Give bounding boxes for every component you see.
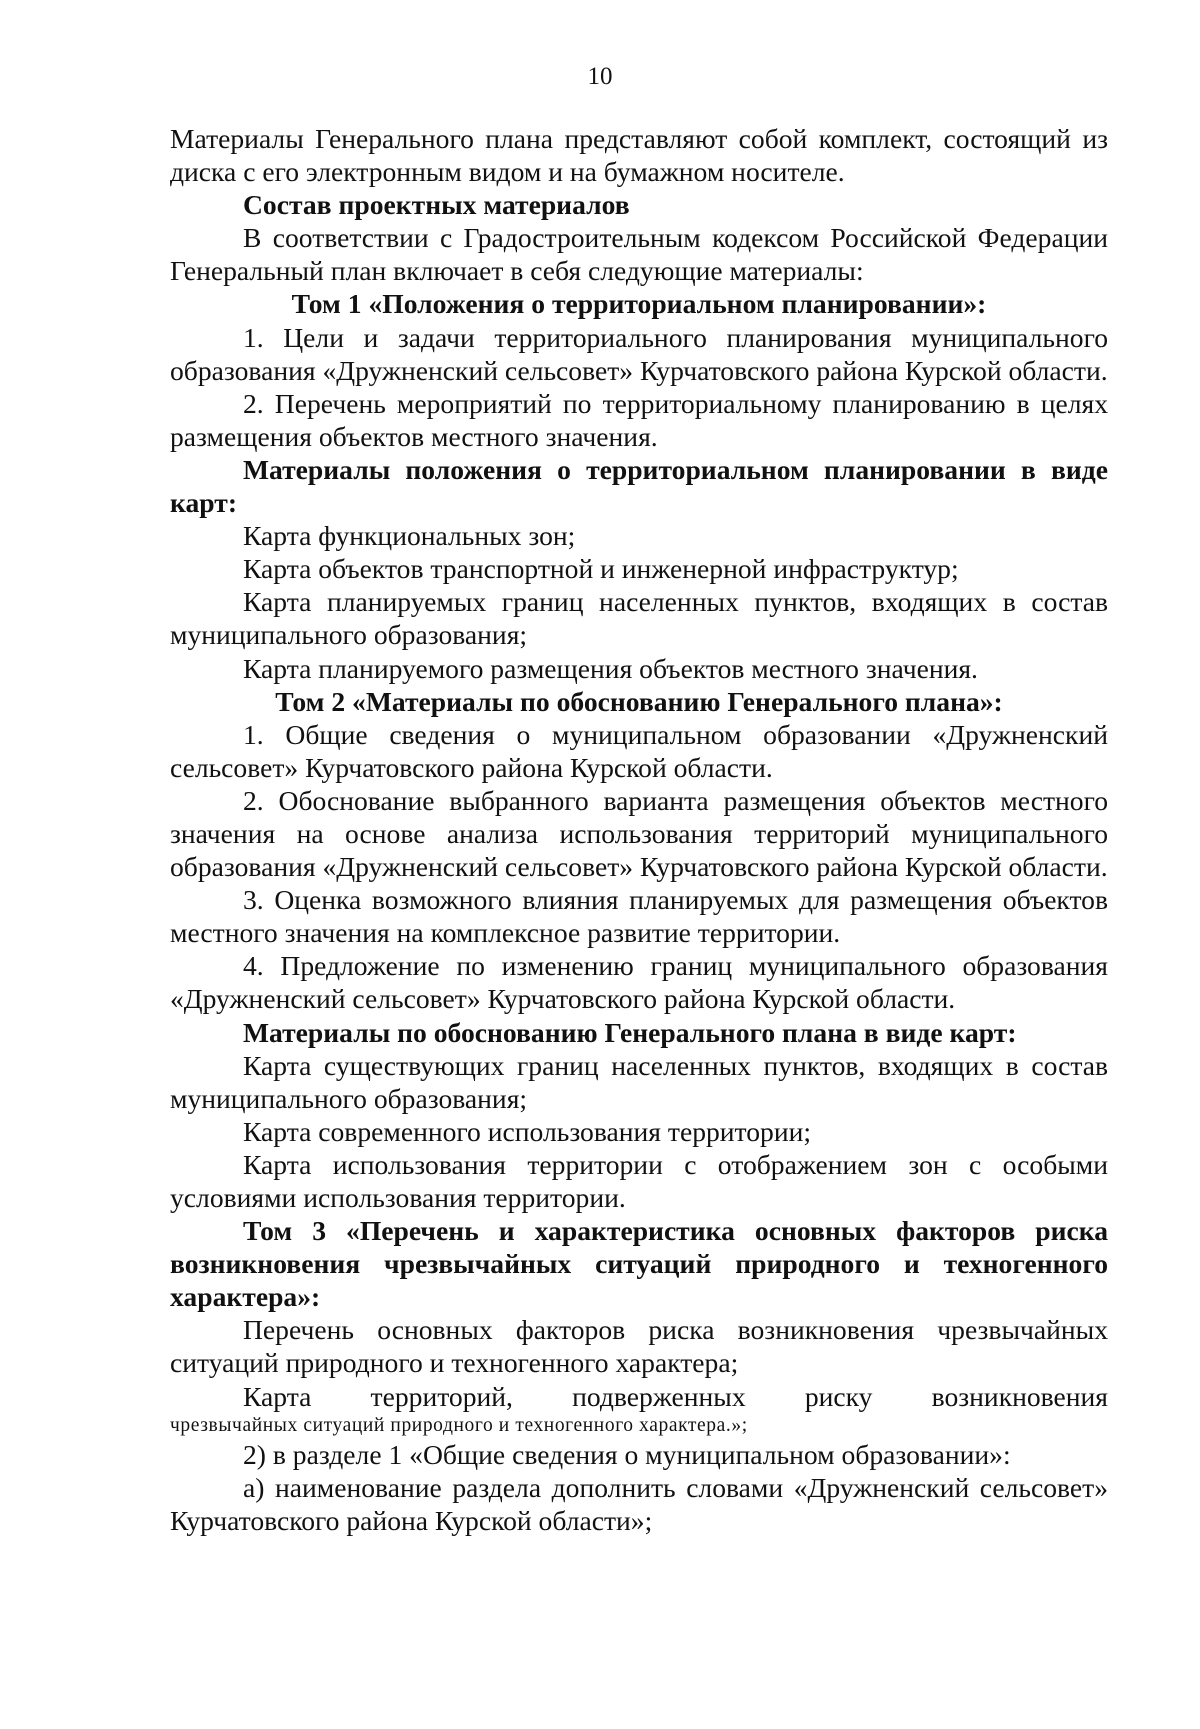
volume-2-item-3: 3. Оценка возможного влияния планируемых для размещения объектов местного значения на комплексное развитие территории. (170, 884, 1108, 949)
map-special-zones: Карта использования территории с отображением зон с особыми условиями использования территории. (170, 1148, 1108, 1213)
amendment-section-1-item-a: а) наименование раздела дополнить словами «Дружненский сельсовет» Курчатовского района Курской области»; (170, 1471, 1108, 1536)
volume-1-item-1: 1. Цели и задачи территориального планирования муниципального образования «Дружненский сельсовет» Курчатовского района Курской области. (170, 321, 1108, 386)
map-existing-boundaries: Карта существующих границ населенных пунктов, входящих в состав муниципального образования; (170, 1049, 1108, 1114)
map-planned-placement: Карта планируемого размещения объектов местного значения. (243, 652, 978, 684)
volume-1-heading: Том 1 «Положения о территориальном планировании»: (291, 288, 987, 320)
volume-2-item-1: 1. Общие сведения о муниципальном образовании «Дружненский сельсовет» Курчатовского района Курской области. (170, 718, 1108, 783)
volume-1-maps-heading: Материалы положения о территориальном планировании в виде карт: (170, 453, 1108, 519)
volume-2-item-4: 4. Предложение по изменению границ муниципального образования «Дружненский сельсовет» Курчатовского района Курской области. (170, 950, 1108, 1015)
volume-3-item-list: Перечень основных факторов риска возникновения чрезвычайных ситуаций природного и техногенного характера; (170, 1314, 1108, 1379)
document-body (170, 122, 1108, 1537)
map-infrastructure: Карта объектов транспортной и инженерной инфраструктур; (243, 553, 959, 585)
volume-3-item-map-continuation: чрезвычайных ситуаций природного и техногенного характера.»; (170, 1414, 748, 1436)
volume-2-heading: Том 2 «Материалы по обоснованию Генерального плана»: (275, 685, 1003, 717)
map-current-use: Карта современного использования территории; (243, 1115, 812, 1147)
amendment-section-1: 2) в разделе 1 «Общие сведения о муниципальном образовании»: (243, 1438, 1011, 1470)
section-heading-composition: Состав проектных материалов (243, 189, 630, 221)
paragraph-code-reference: В соответствии с Градостроительным кодексом Российской Федерации Генеральный план включает в себя следующие материалы: (170, 222, 1108, 287)
volume-3-item-map: Карта территорий, подверженных риску возникновения (243, 1380, 1108, 1412)
map-planned-boundaries: Карта планируемых границ населенных пунктов, входящих в состав муниципального образования; (170, 586, 1108, 651)
volume-3-heading: Том 3 «Перечень и характеристика основных факторов риска возникновения чрезвычайных ситуаций природного и техногенного характера»: (170, 1215, 1108, 1313)
volume-2-maps-heading: Материалы по обоснованию Генерального плана в виде карт: (243, 1016, 1017, 1048)
volume-2-item-2: 2. Обоснование выбранного варианта размещения объектов местного значения на основе анализа использования территорий муниципального образования «Дружненский сельсовет» Курчатовского района Курской области. (170, 784, 1108, 883)
map-functional-zones: Карта функциональных зон; (243, 520, 576, 552)
volume-1-item-2: 2. Перечень мероприятий по территориальному планированию в целях размещения объектов местного значения. (170, 387, 1108, 452)
paragraph-materials-intro: Материалы Генерального плана представляют собой комплект, состоящий из диска с его электронным видом и на бумажном носителе. (170, 123, 1108, 188)
page-number: 10 (587, 63, 613, 90)
